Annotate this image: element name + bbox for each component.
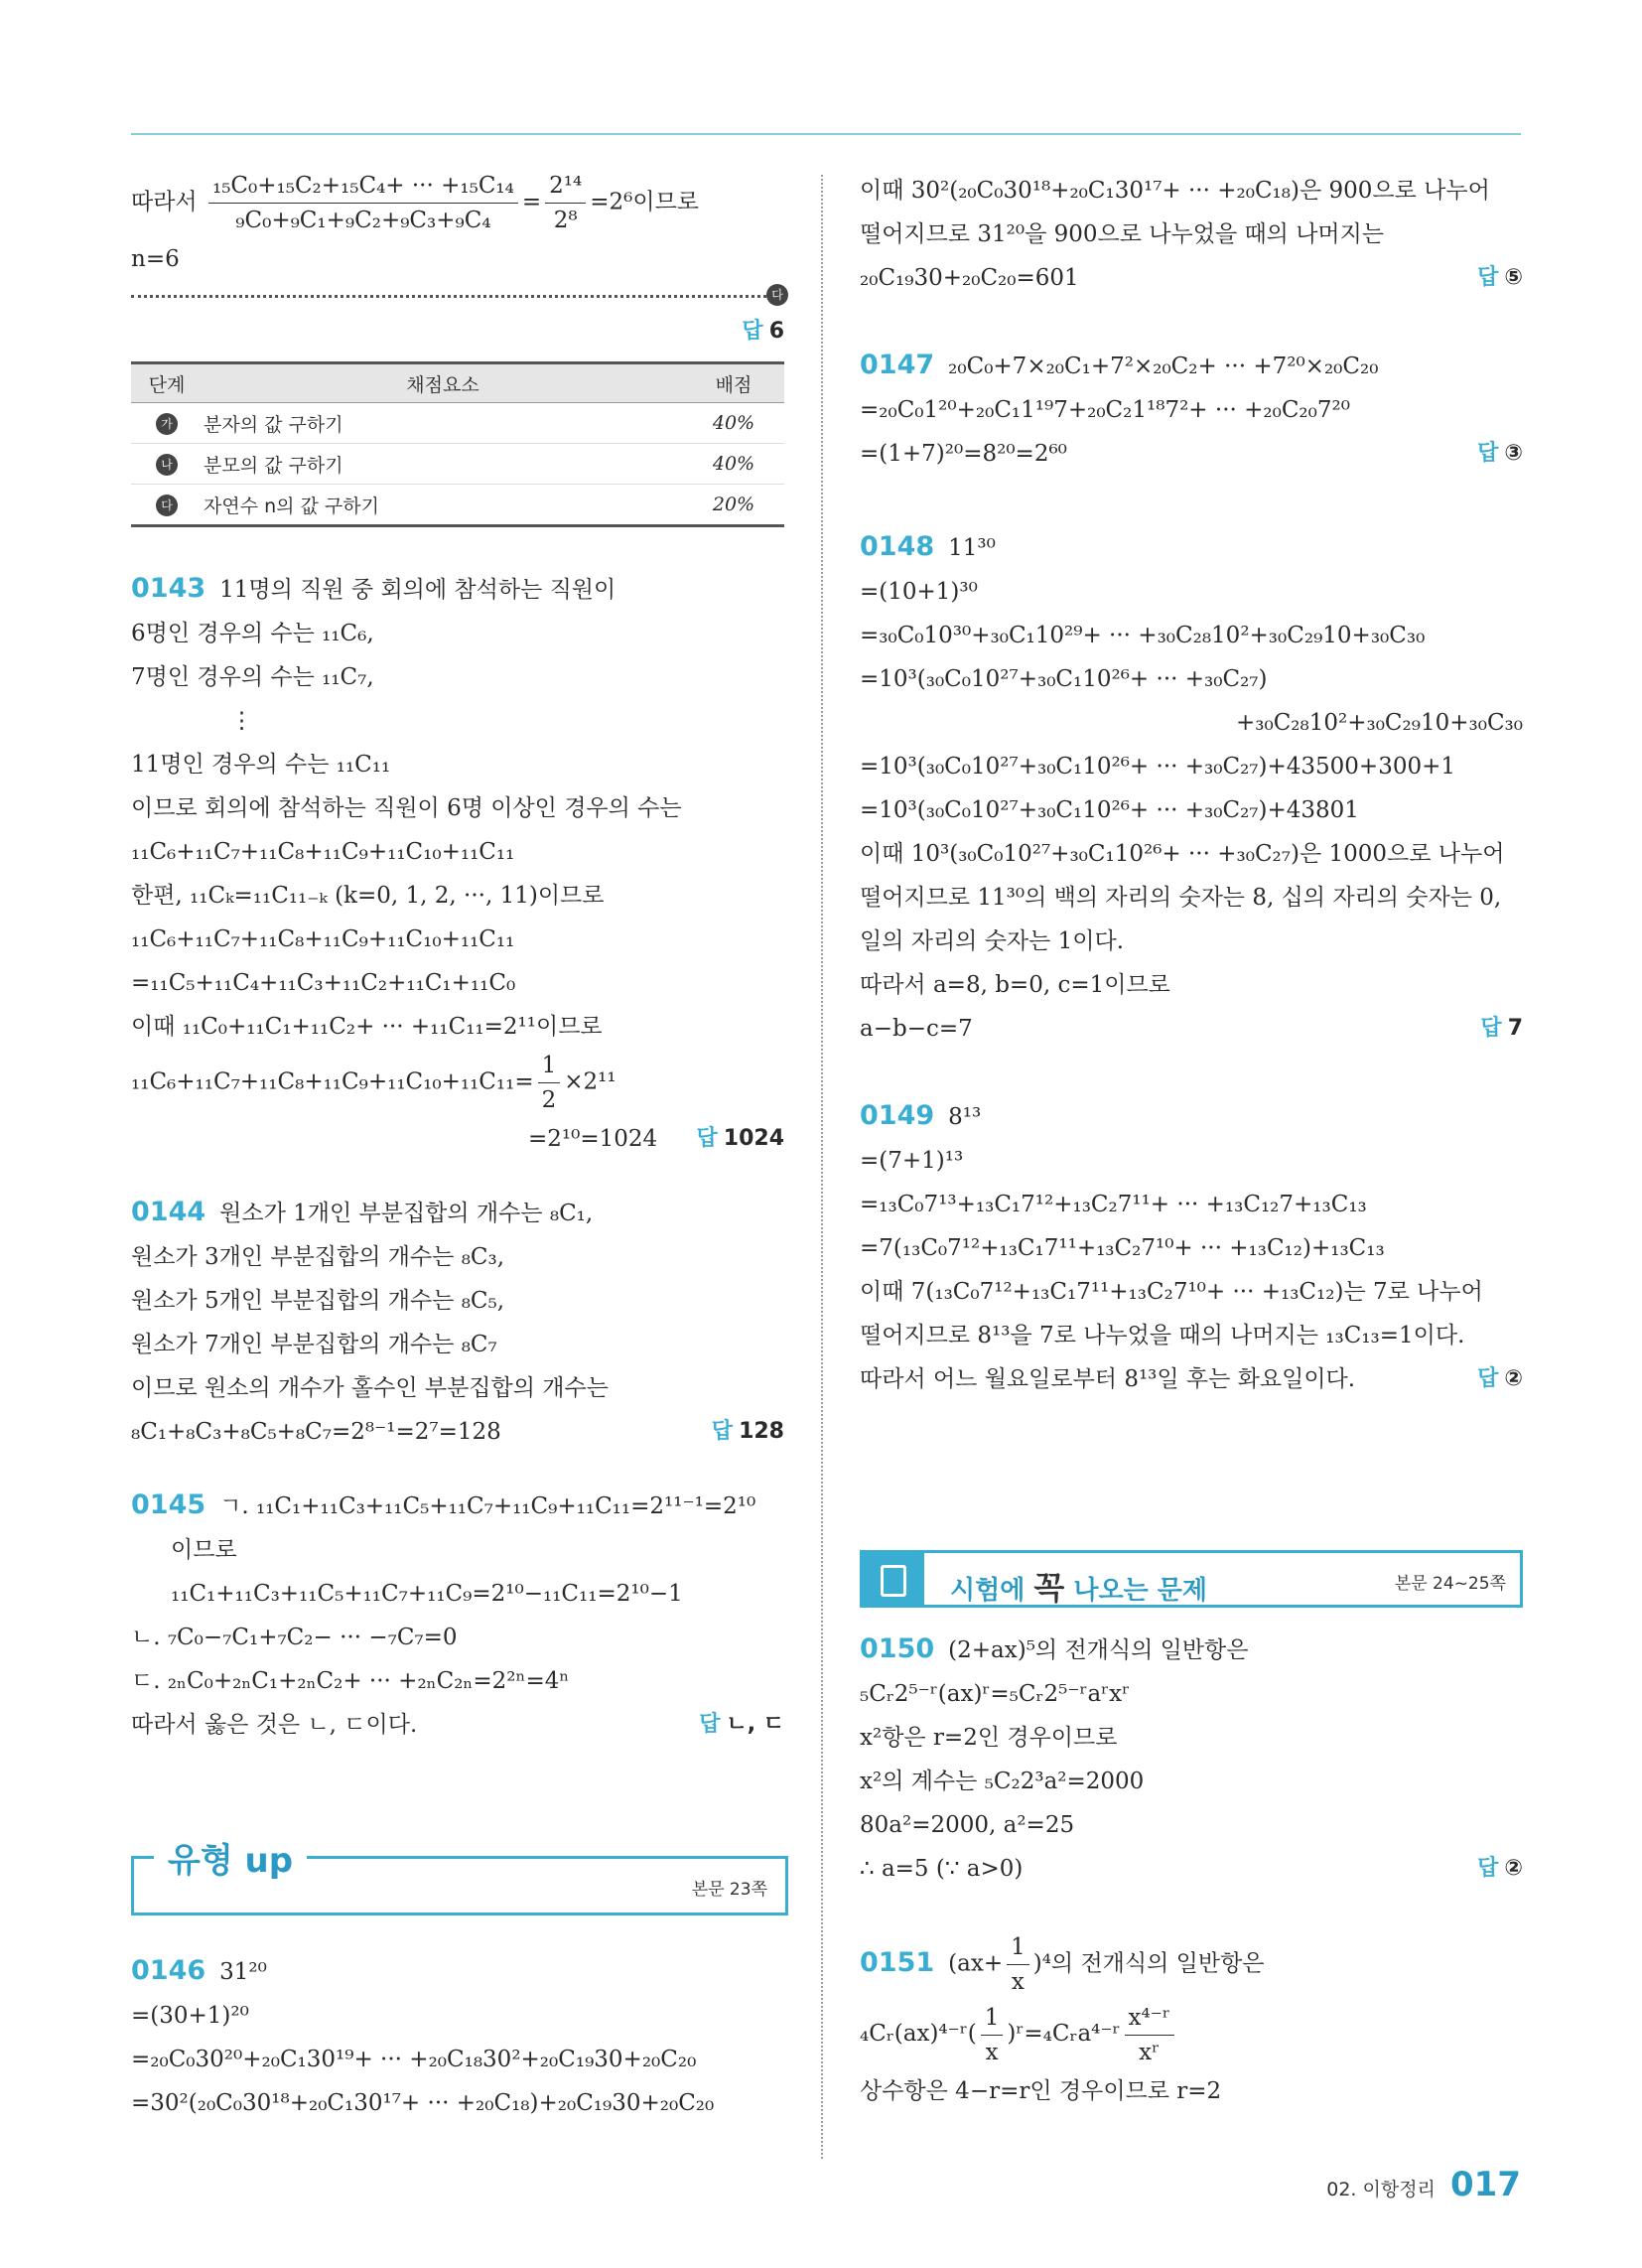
answer-0150: 답 ②	[1477, 1856, 1523, 1881]
problem-0145: 0145 ㄱ. ₁₁C₁+₁₁C₃+₁₁C₅+₁₁C₇+₁₁C₉+₁₁C₁₁=2¹¹⁻¹=2¹⁰ 이므로 ₁₁C₁+₁₁C₃+₁₁C₅+₁₁C₇+₁₁C₉=2¹⁰−₁₁C₁₁=2¹⁰−1 ㄴ. ₇C₀−₇C₁+₇C₂− ··· −₇C₇=0 ㄷ. ₂ₙC₀+₂ₙC₁+₂ₙC₂+ ··· +₂ₙC₂ₙ=2²ⁿ=4ⁿ 따라서 옳은 것은 ㄴ, ㄷ이다. 답 ㄴ, ㄷ	[131, 1484, 784, 1747]
problem-0151: 0151 (ax+ $\frac{1}{x}$ )⁴의 전개식의 일반항은 ₄Cᵣ(ax)⁴⁻ʳ( $\frac{1}{x}$ )ʳ=₄Cᵣa⁴⁻ʳ $\frac{\text{x⁴⁻ʳ}}{\text{xʳ}}$ 상수항은 4−r=r인 경우이므로 r=2	[860, 1930, 1523, 2113]
problem-0150: 0150 (2+ax)⁵의 전개식의 일반항은 ₅Cᵣ2⁵⁻ʳ(ax)ʳ=₅Cᵣ2⁵⁻ʳaʳxʳ x²항은 r=2인 경우이므로 x²의 계수는 ₅C₂2³a²=2000 80a²=2000, a²=25 ∴ a=5 (∵ a>0) 답 ②	[860, 1628, 1523, 1891]
score-header-score: 배점	[683, 363, 784, 403]
table-row: 나 분모의 값 구하기 40%	[131, 444, 784, 485]
problem-0147: 0147 ₂₀C₀+7×₂₀C₁+7²×₂₀C₂+ ··· +7²⁰×₂₀C₂₀ =₂₀C₀1²⁰+₂₀C₁1¹⁹7+₂₀C₂1¹⁸7²+ ··· +₂₀C₂₀7²⁰ =(1+7)²⁰=8²⁰=2⁶⁰ 답 ③	[860, 344, 1523, 476]
step-na-icon: 나	[156, 454, 178, 476]
exam-section-header	[860, 1550, 1523, 1608]
problem-number: 0146	[131, 1955, 206, 1986]
problem-0146-continued: 이때 30²(₂₀C₀30¹⁸+₂₀C₁30¹⁷+ ··· +₂₀C₁₈)은 900으로 나누어 떨어지므로 31²⁰을 900으로 나누었을 때의 나머지는 ₂₀C₁₉30+₂₀C₂₀=601 답 ⑤	[860, 169, 1523, 300]
intro-line2: n=6	[131, 246, 180, 272]
problem-0143: 0143 11명의 직원 중 회의에 참석하는 직원이 6명인 경우의 수는 ₁₁C₆, 7명인 경우의 수는 ₁₁C₇, ⋮ 11명인 경우의 수는 ₁₁C₁₁ 이므로 회의에 참석하는 직원이 6명 이상인 경우의 수는 ₁₁C₆+₁₁C₇+₁₁C₈+₁₁C₉+₁₁C₁₀+₁₁C₁₁ 한편, ₁₁Cₖ=₁₁C₁₁₋ₖ (k=0, 1, 2, ···, 11)이므로 ₁₁C₆+₁₁C₇+₁₁C₈+₁₁C₉+₁₁C₁₀+₁₁C₁₁ =₁₁C₅+₁₁C₄+₁₁C₃+₁₁C₂+₁₁C₁+₁₁C₀ 이때 ₁₁C₀+₁₁C₁+₁₁C₂+ ··· +₁₁C₁₁=2¹¹이므로 ₁₁C₆+₁₁C₇+₁₁C₈+₁₁C₉+₁₁C₁₀+₁₁C₁₁= $\frac{1}{2}$ ×2¹¹ =2¹⁰=1024 답 1024	[131, 567, 784, 1161]
table-row: 다 자연수 n의 값 구하기 20%	[131, 485, 784, 526]
type-up-section-header	[131, 1841, 788, 1915]
intro-line1: 따라서 $\frac{\text{₁₅C₀+₁₅C₂+₁₅C₄+ ··· +₁₅C₁₄}}{\text{₉C₀+₉C₁+₉C₂+₉C₃+₉C₄}}$ = $\frac{\text{2¹⁴}}{\text{2⁸}}$ =2⁶이므로	[131, 169, 784, 237]
problem-number: 0149	[860, 1100, 935, 1131]
chapter-label: 02. 이항정리	[1326, 2179, 1436, 2200]
type-up-page-ref: 본문 23쪽	[691, 1880, 767, 1900]
score-header-step: 단계	[131, 363, 203, 403]
exam-icon-box	[863, 1553, 924, 1605]
answer-0148: 답 7	[1480, 1016, 1523, 1041]
problem-0148: 0148 11³⁰ =(10+1)³⁰ =₃₀C₀10³⁰+₃₀C₁10²⁹+ ··· +₃₀C₂₈10²+₃₀C₂₉10+₃₀C₃₀ =10³(₃₀C₀10²⁷+₃₀C₁10²⁶+ ··· +₃₀C₂₇) +₃₀C₂₈10²+₃₀C₂₉10+₃₀C₃₀ =10³(₃₀C₀10²⁷+₃₀C₁10²⁶+ ··· +₃₀C₂₇)+43500+300+1 =10³(₃₀C₀10²⁷+₃₀C₁10²⁶+ ··· +₃₀C₂₇)+43801 이때 10³(₃₀C₀10²⁷+₃₀C₁10²⁶+ ··· +₃₀C₂₇)은 1000으로 나누어 떨어지므로 11³⁰의 백의 자리의 숫자는 8, 십의 자리의 숫자는 0, 일의 자리의 숫자는 1이다. 따라서 a=8, b=0, c=1이므로 a−b−c=7 답 7	[860, 525, 1523, 1051]
type-up-title: 유형 up	[154, 1833, 307, 1882]
right-column	[860, 169, 1523, 2113]
answer-0145: 답 ㄴ, ㄷ	[699, 1712, 784, 1737]
intro-fraction1: $\frac{\text{₁₅C₀+₁₅C₂+₁₅C₄+ ··· +₁₅C₁₄}}{\text{₉C₀+₉C₁+₉C₂+₉C₃+₉C₄}}$	[208, 169, 518, 237]
answer-0146: 답 ⑤	[1477, 265, 1523, 290]
left-column	[131, 169, 784, 2125]
top-rule	[131, 133, 1521, 135]
step-ga-icon: 가	[156, 413, 178, 435]
problem-0144: 0144 원소가 1개인 부분집합의 개수는 ₈C₁, 원소가 3개인 부분집합의 개수는 ₈C₃, 원소가 5개인 부분집합의 개수는 ₈C₅, 원소가 7개인 부분집합의 개수는 ₈C₇ 이므로 원소의 개수가 홀수인 부분집합의 개수는 ₈C₁+₈C₃+₈C₅+₈C₇=2⁸⁻¹=2⁷=128 답 128	[131, 1191, 784, 1454]
answer-1024: 답 1024	[696, 1126, 784, 1151]
problem-0149: 0149 8¹³ =(7+1)¹³ =₁₃C₀7¹³+₁₃C₁7¹²+₁₃C₂7¹¹+ ··· +₁₃C₁₂7+₁₃C₁₃ =7(₁₃C₀7¹²+₁₃C₁7¹¹+₁₃C₂7¹⁰+ ··· +₁₃C₁₂)+₁₃C₁₃ 이때 7(₁₃C₀7¹²+₁₃C₁7¹¹+₁₃C₂7¹⁰+ ··· +₁₃C₁₂)는 7로 나누어 떨어지므로 8¹³을 7로 나누었을 때의 나머지는 ₁₃C₁₃=1이다. 따라서 어느 월요일로부터 8¹³일 후는 화요일이다. 답 ②	[860, 1094, 1523, 1401]
problem-number: 0150	[860, 1633, 935, 1664]
step-da-icon: 다	[156, 495, 178, 516]
problem-number: 0145	[131, 1489, 206, 1520]
half-fraction: $\frac{1}{2}$	[538, 1049, 561, 1117]
page-number: 017	[1450, 2165, 1521, 2204]
problem-number: 0151	[860, 1946, 935, 1978]
exam-page-ref: 본문 24~25쪽	[1394, 1574, 1506, 1594]
intro-fraction2: $\frac{\text{2¹⁴}}{\text{2⁸}}$	[545, 169, 586, 237]
answer-128: 답 128	[711, 1419, 784, 1444]
problem-number: 0144	[131, 1197, 206, 1227]
dotted-separator	[131, 288, 783, 302]
column-divider	[821, 175, 823, 2159]
document-icon	[881, 1565, 906, 1597]
exam-section-title: 시험에 꼭 나오는 문제	[950, 1569, 1208, 1607]
table-row: 가 분자의 값 구하기 40%	[131, 403, 784, 444]
problem-0146: 0146 31²⁰ =(30+1)²⁰ =₂₀C₀30²⁰+₂₀C₁30¹⁹+ ··· +₂₀C₁₈30²+₂₀C₁₉30+₂₀C₂₀ =30²(₂₀C₀30¹⁸+₂₀C₁30¹⁷+ ··· +₂₀C₁₈)+₂₀C₁₉30+₂₀C₂₀	[131, 1955, 715, 2116]
problem-number: 0147	[860, 350, 935, 380]
answer-0149: 답 ②	[1477, 1366, 1523, 1391]
step-marker-icon: 다	[766, 284, 788, 306]
score-header-item: 채점요소	[203, 363, 683, 403]
problem-number: 0148	[860, 531, 935, 562]
page-footer	[1326, 2165, 1521, 2204]
answer-6: 답 6	[742, 319, 784, 344]
answer-0147: 답 ③	[1477, 441, 1523, 466]
score-table	[131, 361, 784, 527]
problem-number: 0143	[131, 573, 206, 604]
